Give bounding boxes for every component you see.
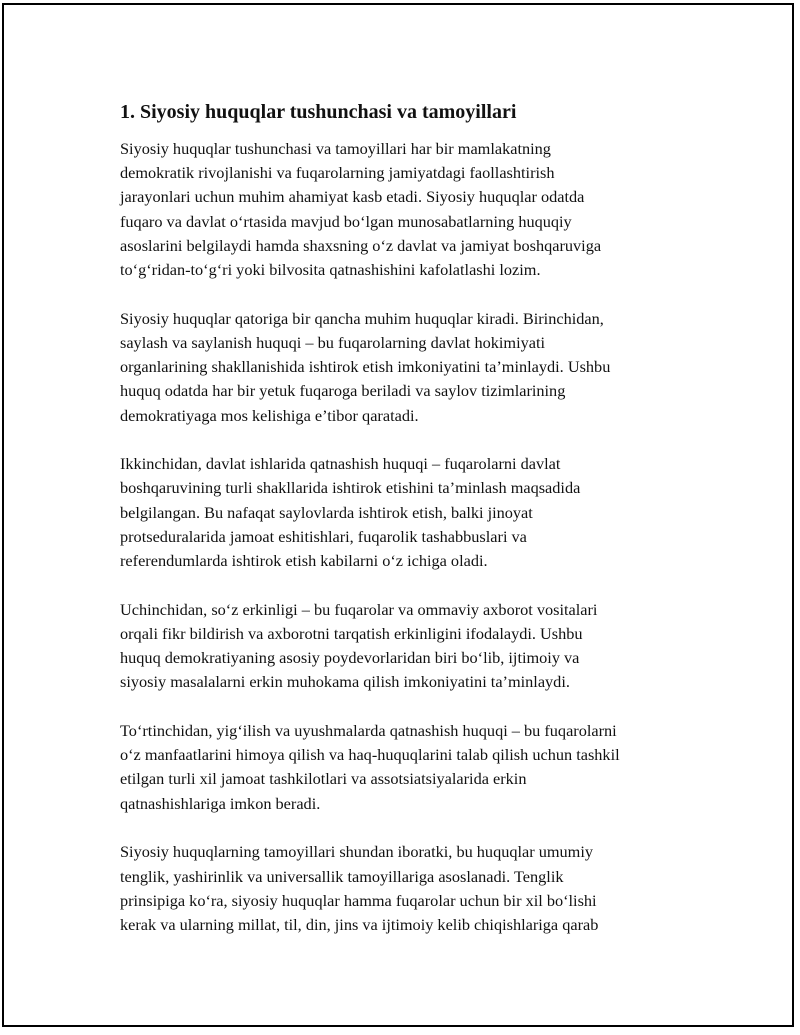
text-line: Siyosiy huquqlar tushunchasi va tamoyillari har bir mamlakatning xyxy=(120,139,551,158)
text-line: organlarining shakllanishida ishtirok etish imkoniyatini ta’minlaydi. Ushbu xyxy=(120,357,611,377)
text-line: referendumlarda ishtirok etish kabilarni o‘z ichiga oladi. xyxy=(120,551,488,571)
text-line: saylash va saylanish huquqi – bu fuqarolarning davlat hokimiyati xyxy=(120,332,546,352)
paragraph-second-right xyxy=(120,452,700,573)
text-line: asoslarini belgilaydi hamda shaxsning o‘z davlat va jamiyat boshqaruviga xyxy=(120,235,602,255)
text-line: qatnashishlariga imkon beradi. xyxy=(120,793,321,813)
text-line: Siyosiy huquqlar qatoriga bir qancha muhim huquqlar kiradi. Birinchidan, xyxy=(120,308,604,328)
text-line: prinsipiga ko‘ra, siyosiy huquqlar hamma fuqarolar uchun bir xil bo‘lishi xyxy=(120,890,597,910)
text-line: siyosiy masalalarni erkin muhokama qilish imkoniyatini ta’minlaydi. xyxy=(120,672,570,692)
text-line: jarayonlari uchun muhim ahamiyat kasb etadi. Siyosiy huquqlar odatda xyxy=(120,187,585,207)
text-line: to‘g‘ridan-to‘g‘ri yoki bilvosita qatnashishini kafolatlashi lozim. xyxy=(120,260,541,280)
text-line: huquq demokratiyaning asosiy poydevorlaridan biri bo‘lib, ijtimoiy va xyxy=(120,648,580,668)
paragraph-first-right xyxy=(120,307,700,428)
text-line: huquq odatda har bir yetuk fuqaroga beriladi va saylov tizimlarining xyxy=(120,381,566,401)
text-line: Siyosiy huquqlarning tamoyillari shundan iboratki, bu huquqlar umumiy xyxy=(120,842,594,862)
paragraph-third-right xyxy=(120,598,700,695)
paragraph-fourth-right xyxy=(120,719,700,816)
text-line: belgilangan. Bu nafaqat saylovlarda ishtirok etish, balki jinoyat xyxy=(120,502,533,522)
text-line: orqali fikr bildirish va axborotni tarqatish erkinligini ifodalaydi. Ushbu xyxy=(120,623,583,643)
section-heading: 1. Siyosiy huquqlar tushunchasi va tamoyillari xyxy=(120,101,517,123)
page-frame xyxy=(2,3,794,1027)
text-line: fuqaro va davlat o‘rtasida mavjud bo‘lgan munosabatlarning huquqiy xyxy=(120,211,572,231)
text-line: kerak va ularning millat, til, din, jins va ijtimoiy kelib chiqishlariga qarab xyxy=(120,914,599,934)
text-line: etilgan turli xil jamoat tashkilotlari va assotsiatsiyalarida erkin xyxy=(120,769,527,789)
paragraph-intro xyxy=(120,137,700,282)
text-line: Uchinchidan, so‘z erkinligi – bu fuqarolar va ommaviy axborot vositalari xyxy=(120,599,598,619)
text-line: protseduralarida jamoat eshitishlari, fuqarolik tashabbuslari va xyxy=(120,526,527,546)
text-line: demokratik rivojlanishi va fuqarolarning jamiyatdagi faollashtirish xyxy=(120,163,555,183)
text-line: o‘z manfaatlarini himoya qilish va haq-huquqlarini talab qilish uchun tashkil xyxy=(120,745,620,765)
paragraph-principles xyxy=(120,840,700,937)
text-line: demokratiyaga mos kelishiga e’tibor qaratadi. xyxy=(120,405,419,425)
text-line: Ikkinchidan, davlat ishlarida qatnashish huquqi – fuqarolarni davlat xyxy=(120,454,561,474)
text-line: boshqaruvining turli shakllarida ishtirok etishini ta’minlash maqsadida xyxy=(120,478,581,498)
text-line: To‘rtinchidan, yig‘ilish va uyushmalarda qatnashish huquqi – bu fuqarolarni xyxy=(120,721,617,741)
document-body xyxy=(120,99,700,962)
text-line: tenglik, yashirinlik va universallik tamoyillariga asoslanadi. Tenglik xyxy=(120,866,564,886)
